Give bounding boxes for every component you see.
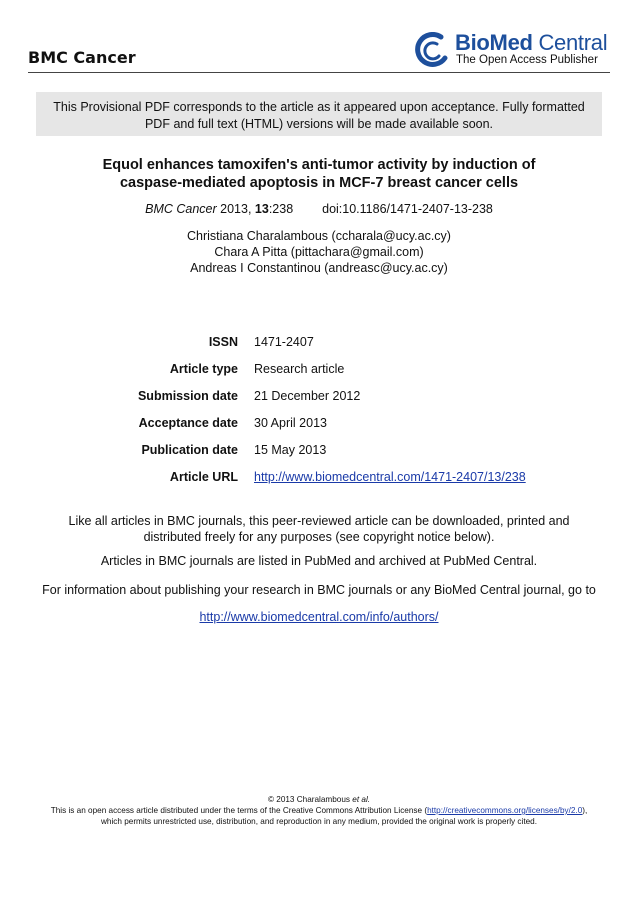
article-metadata bbox=[0, 335, 638, 497]
logo-wordmark bbox=[455, 30, 607, 56]
logo-med: Med bbox=[489, 30, 533, 55]
meta-label: Publication date bbox=[141, 443, 238, 457]
meta-row-publication-date bbox=[0, 443, 638, 470]
provisional-notice bbox=[36, 92, 602, 136]
meta-row-article-url bbox=[0, 470, 638, 497]
license-line bbox=[10, 805, 628, 816]
copyright-line bbox=[10, 794, 628, 805]
author-list bbox=[0, 228, 638, 276]
meta-label: Acceptance date bbox=[138, 416, 238, 430]
paragraph-line: Like all articles in BMC journals, this peer-reviewed article can be downloaded, printed and bbox=[68, 514, 570, 528]
logo-bio: Bio bbox=[455, 30, 490, 55]
meta-value: 15 May 2013 bbox=[254, 443, 327, 457]
citation-page: :238 bbox=[268, 202, 294, 216]
biomed-central-logo bbox=[415, 28, 615, 70]
meta-row-issn bbox=[0, 335, 638, 362]
title-line-2: caspase-mediated apoptosis in MCF-7 breast cancer cells bbox=[119, 175, 519, 191]
meta-value: 30 April 2013 bbox=[254, 416, 327, 430]
meta-row-acceptance-date bbox=[0, 416, 638, 443]
license-text: This is an open access article distributed under the terms of the Creative Commons Attribution License ( bbox=[50, 806, 428, 815]
logo-central: Central bbox=[532, 30, 608, 55]
copyright-etal: et al. bbox=[352, 795, 371, 804]
header-rule bbox=[28, 72, 610, 73]
pubmed-paragraph: Articles in BMC journals are listed in PubMed and archived at PubMed Central. bbox=[100, 554, 538, 568]
license-link[interactable]: http://creativecommons.org/licenses/by/2.0 bbox=[427, 806, 583, 815]
author-item: Christiana Charalambous (ccharala@ucy.ac.cy) bbox=[187, 229, 451, 243]
biomed-central-logo-icon bbox=[415, 32, 451, 68]
author-item: Andreas I Constantinou (andreasc@ucy.ac.cy) bbox=[190, 261, 448, 275]
publishing-info-paragraph: For information about publishing your research in BMC journals or any BioMed Central journal, go to bbox=[42, 583, 596, 597]
notice-line-2: PDF and full text (HTML) versions will be made available soon. bbox=[144, 117, 494, 131]
meta-value: 21 December 2012 bbox=[254, 389, 361, 403]
copyright-footer bbox=[10, 794, 628, 827]
open-access-paragraph bbox=[20, 513, 618, 545]
meta-label: ISSN bbox=[208, 335, 238, 349]
meta-label: Article type bbox=[169, 362, 238, 376]
title-line-1: Equol enhances tamoxifen's anti-tumor activity by induction of bbox=[102, 157, 536, 173]
article-url-link[interactable]: http://www.biomedcentral.com/1471-2407/13/238 bbox=[254, 470, 526, 484]
meta-value: 1471-2407 bbox=[254, 335, 314, 349]
authors-info-link[interactable]: http://www.biomedcentral.com/info/authors/ bbox=[199, 610, 439, 624]
authors-info-link-line bbox=[20, 609, 618, 625]
citation-journal: BMC Cancer bbox=[145, 202, 217, 216]
license-text-end: ), bbox=[582, 806, 588, 815]
citation bbox=[0, 202, 638, 216]
meta-label: Article URL bbox=[169, 470, 238, 484]
meta-label: Submission date bbox=[137, 389, 238, 403]
license-line-2: which permits unrestricted use, distribution, and reproduction in any medium, provided the original work is properly cited. bbox=[101, 817, 537, 826]
logo-tagline: The Open Access Publisher bbox=[456, 54, 598, 66]
meta-row-submission-date bbox=[0, 389, 638, 416]
citation-volume: 13 bbox=[254, 202, 269, 216]
notice-line-1: This Provisional PDF corresponds to the article as it appeared upon acceptance. Fully formatted bbox=[53, 100, 585, 114]
copyright-text: © 2013 Charalambous bbox=[267, 795, 353, 804]
paragraph-line: distributed freely for any purposes (see copyright notice below). bbox=[143, 530, 495, 544]
journal-name: BMC Cancer bbox=[28, 48, 136, 67]
citation-year: 2013, bbox=[216, 202, 255, 216]
meta-value: Research article bbox=[254, 362, 345, 376]
article-title bbox=[40, 156, 598, 192]
meta-row-article-type bbox=[0, 362, 638, 389]
author-item: Chara A Pitta (pittachara@gmail.com) bbox=[214, 245, 424, 259]
citation-doi: doi:10.1186/1471-2407-13-238 bbox=[322, 202, 493, 216]
